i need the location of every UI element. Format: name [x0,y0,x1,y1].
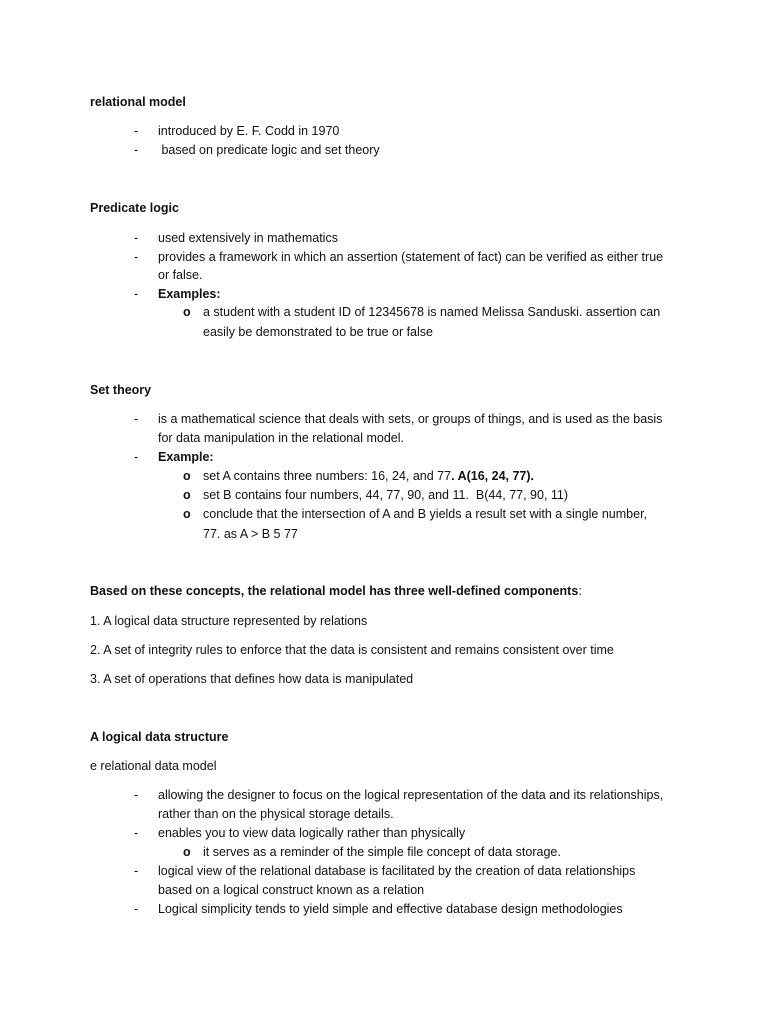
bullet-marker: - [134,450,139,464]
sub-bullet-text: set B contains four numbers, 44, 77, 90, and 11. B(44, 77, 90, 11) [203,488,569,502]
sub-bullet-bold: . A(16, 24, 77). [451,469,535,483]
bullet-marker: - [134,231,139,245]
bullet-text-continuation: rather than on the physical storage details. [158,807,394,821]
bullet-text-continuation: based on a logical construct known as a relation [158,883,425,897]
sub-bullet-text: a student with a student ID of 12345678 is named Melissa Sanduski. assertion can [203,305,661,319]
bullet-text: Logical simplicity tends to yield simple and effective database design methodologies [158,902,623,916]
components-intro-colon: : [578,584,582,598]
example-label: Example: [158,450,214,464]
bullet-marker: - [134,412,139,426]
logical-structure-intro: e relational data model [90,759,217,773]
bullet-text: introduced by E. F. Codd in 1970 [158,124,340,138]
bullet-marker: - [134,902,139,916]
bullet-marker: - [134,124,139,138]
sub-bullet-marker: o [183,845,191,859]
sub-bullet-marker: o [183,305,191,319]
bullet-text-continuation: for data manipulation in the relational model. [158,431,404,445]
component-item: 1. A logical data structure represented by relations [90,614,368,628]
bullet-marker: - [134,250,139,264]
bullet-text: is a mathematical science that deals with sets, or groups of things, and is used as the basis [158,412,663,426]
sub-bullet-marker: o [183,488,191,502]
sub-bullet-text-continuation: 77. as A > B 5 77 [203,527,298,541]
components-intro [90,584,582,598]
heading-logical-data-structure: A logical data structure [90,730,229,744]
components-intro-bold: Based on these concepts, the relational model has three well-defined components [90,584,579,598]
heading-relational-model: relational model [90,95,186,109]
bullet-marker: - [134,826,139,840]
bullet-text: logical view of the relational database is facilitated by the creation of data relationships [158,864,636,878]
bullet-marker: - [134,788,139,802]
bullet-text: based on predicate logic and set theory [158,143,380,157]
sub-bullet-text [203,469,534,483]
component-item: 2. A set of integrity rules to enforce that the data is consistent and remains consistent over time [90,643,614,657]
sub-bullet-marker: o [183,469,191,483]
bullet-text-continuation: or false. [158,268,203,282]
sub-bullet-text: conclude that the intersection of A and B yields a result set with a single number, [203,507,648,521]
examples-label: Examples: [158,287,221,301]
heading-set-theory: Set theory [90,383,152,397]
bullet-marker: - [134,287,139,301]
sub-bullet-marker: o [183,507,191,521]
component-item: 3. A set of operations that defines how data is manipulated [90,672,414,686]
bullet-text: used extensively in mathematics [158,231,338,245]
sub-bullet-text-continuation: easily be demonstrated to be true or false [203,325,433,339]
bullet-marker: - [134,143,139,157]
bullet-marker: - [134,864,139,878]
sub-bullet-text: it serves as a reminder of the simple file concept of data storage. [203,845,561,859]
heading-predicate-logic: Predicate logic [90,201,179,215]
bullet-text: allowing the designer to focus on the logical representation of the data and its relationships, [158,788,664,802]
sub-bullet-plain: set A contains three numbers: 16, 24, and 77 [203,469,452,483]
bullet-text: provides a framework in which an assertion (statement of fact) can be verified as either true [158,250,664,264]
bullet-text: enables you to view data logically rather than physically [158,826,466,840]
